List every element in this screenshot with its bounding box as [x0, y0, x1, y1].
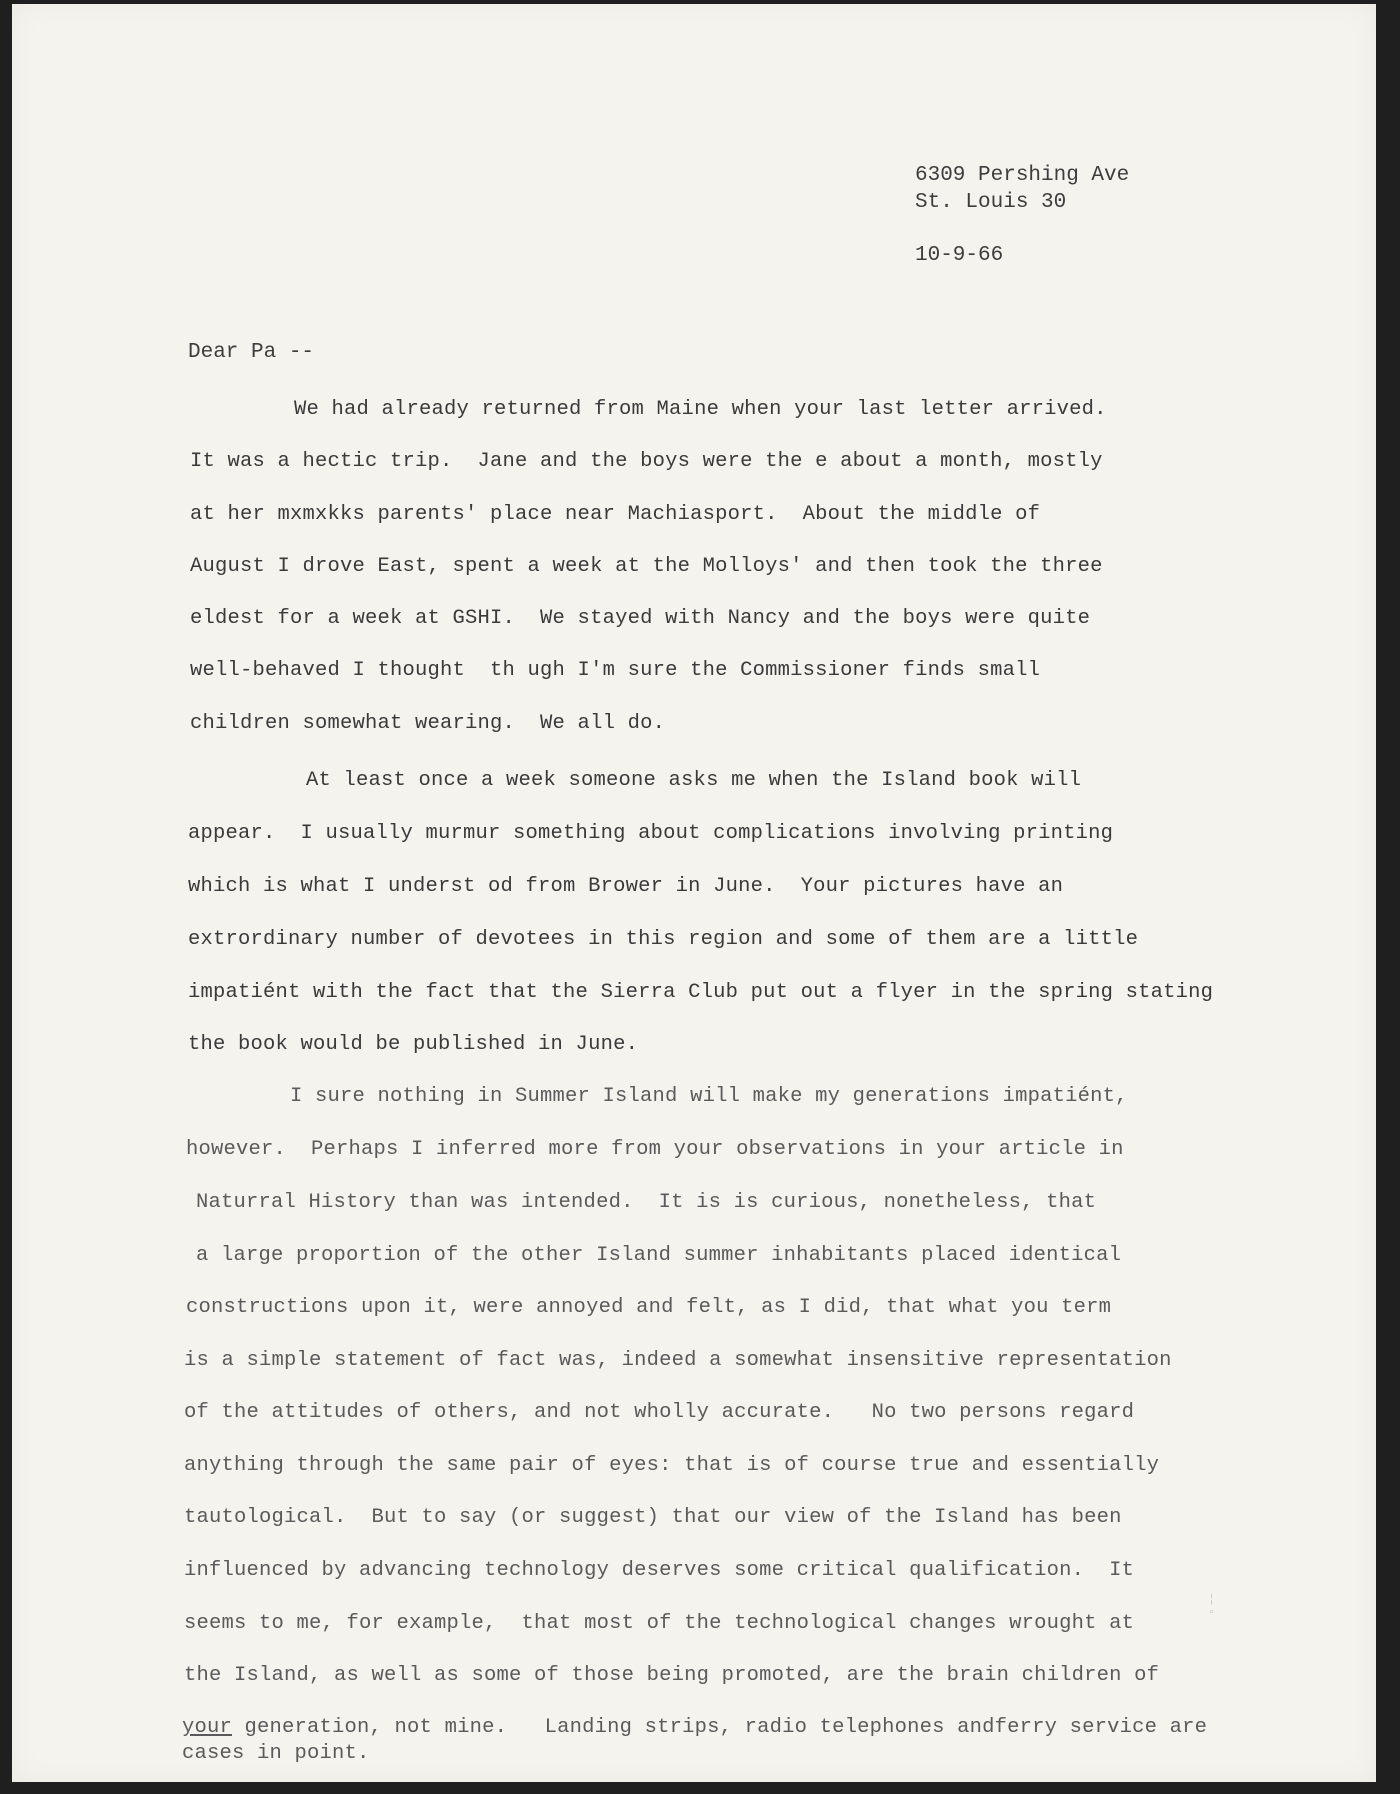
- address-city: St. Louis 30: [915, 191, 1067, 214]
- body-line: the Island, as well as some of those being promoted, are the brain children of: [184, 1664, 1160, 1687]
- body-line: impatiént with the fact that the Sierra Club put out a flyer in the spring stating: [188, 981, 1214, 1004]
- body-line: of the attitudes of others, and not wholly accurate. No two persons regard: [184, 1401, 1135, 1424]
- body-line: eldest for a week at GSHI. We stayed with Nancy and the boys were quite: [190, 607, 1091, 630]
- sender-address: [915, 162, 1129, 216]
- body-line: It was a hectic trip. Jane and the boys were the e about a month, mostly: [190, 450, 1103, 473]
- body-line: [182, 1716, 1207, 1739]
- body-line-rest: generation, not mine. Landing strips, radio telephones andferry service are: [244, 1716, 1208, 1739]
- body-line: August I drove East, spent a week at the Molloys' and then took the three: [190, 555, 1103, 578]
- body-line: children somewhat wearing. We all do.: [190, 712, 666, 735]
- body-line: influenced by advancing technology deserves some critical qualification. It: [184, 1559, 1135, 1582]
- body-line: appear. I usually murmur something about complications involving printing: [188, 822, 1114, 845]
- letter-page: [12, 4, 1376, 1782]
- body-line: cases in point.: [182, 1742, 370, 1765]
- body-line: seems to me, for example, that most of the technological changes wrought at: [184, 1612, 1135, 1635]
- body-line: which is what I underst od from Brower in June. Your pictures have an: [188, 875, 1064, 898]
- body-line: is a simple statement of fact was, indeed a somewhat insensitive representation: [184, 1349, 1172, 1372]
- body-line: I sure nothing in Summer Island will make my generations impatiént,: [290, 1085, 1128, 1108]
- body-line: a large proportion of the other Island summer inhabitants placed identical: [196, 1244, 1122, 1267]
- body-line: Naturral History than was intended. It is is curious, nonetheless, that: [196, 1191, 1097, 1214]
- body-line: constructions upon it, were annoyed and felt, as I did, that what you term: [186, 1296, 1112, 1319]
- body-line: at her mxmxkks parents' place near Machiasport. About the middle of: [190, 503, 1041, 526]
- address-street: 6309 Pershing Ave: [915, 164, 1130, 187]
- body-line: tautological. But to say (or suggest) that our view of the Island has been: [184, 1506, 1122, 1529]
- body-line: however. Perhaps I inferred more from your observations in your article in: [186, 1138, 1124, 1161]
- margin-smudge: ╎ ▫: [1208, 1595, 1215, 1619]
- body-line: extrordinary number of devotees in this region and some of them are a little: [188, 928, 1139, 951]
- body-line: the book would be published in June.: [188, 1033, 639, 1056]
- salutation: Dear Pa --: [188, 341, 315, 364]
- body-line: well-behaved I thought th ugh I'm sure the Commissioner finds small: [190, 659, 1041, 682]
- body-line: We had already returned from Maine when your last letter arrived.: [294, 398, 1107, 421]
- underlined-word: your: [182, 1716, 233, 1739]
- letter-date: 10-9-66: [915, 244, 1004, 267]
- body-line: At least once a week someone asks me when the Island book will: [306, 769, 1082, 792]
- body-line: anything through the same pair of eyes: that is of course true and essentially: [184, 1454, 1160, 1477]
